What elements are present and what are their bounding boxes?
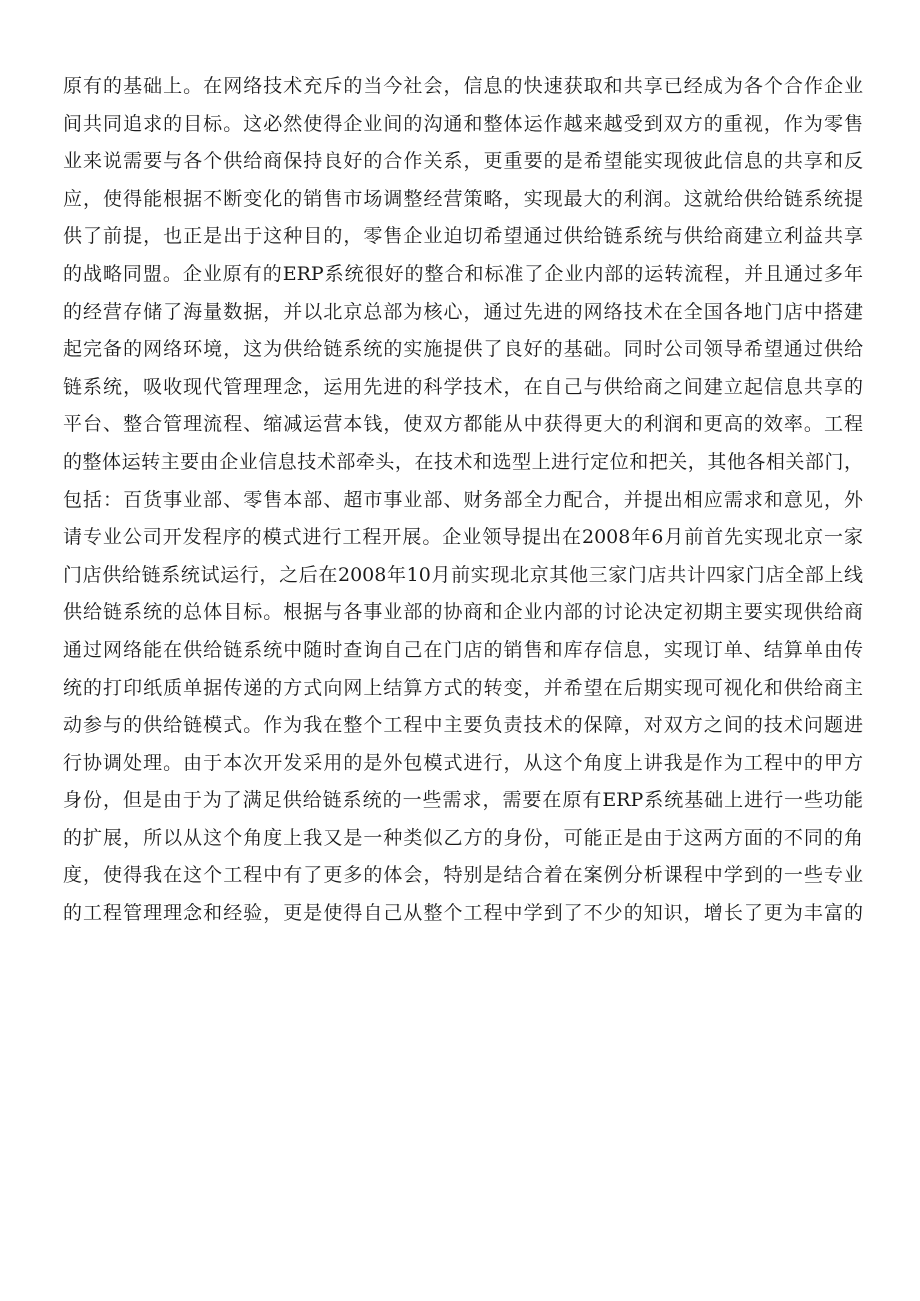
text-line: 应，使得能根据不断变化的销售市场调整经营策略，实现最大的利润。这就给供给链系统提 xyxy=(63,187,863,210)
text-line: 的经营存储了海量数据，并以北京总部为核心，通过先进的网络技术在全国各地门店中搭建 xyxy=(63,300,863,323)
text-line: 通过网络能在供给链系统中随时查询自己在门店的销售和库存信息，实现订单、结算单由传 xyxy=(63,638,863,661)
text-line: 平台、整合管理流程、缩减运营本钱，使双方都能从中获得更大的利润和更高的效率。工程 xyxy=(63,413,863,436)
text-line: 包括：百货事业部、零售本部、超市事业部、财务部全力配合，并提出相应需求和意见，外 xyxy=(63,488,863,511)
text-line: 起完备的网络环境，这为供给链系统的实施提供了良好的基础。同时公司领导希望通过供给 xyxy=(63,338,863,361)
text-line: 间共同追求的目标。这必然使得企业间的沟通和整体运作越来越受到双方的重视，作为零售 xyxy=(63,112,863,135)
text-line: 的扩展，所以从这个角度上我又是一种类似乙方的身份，可能正是由于这两方面的不同的角 xyxy=(63,826,863,849)
text-line: 的整体运转主要由企业信息技术部牵头，在技术和选型上进行定位和把关，其他各相关部门， xyxy=(63,450,863,473)
text-line: 链系统，吸收现代管理理念，运用先进的科学技术，在自己与供给商之间建立起信息共享的 xyxy=(63,375,863,398)
text-line: 的战略同盟。企业原有的ERP系统很好的整合和标准了企业内部的运转流程，并且通过多年 xyxy=(63,262,863,285)
body-text xyxy=(63,68,863,933)
text-line: 请专业公司开发程序的模式进行工程开展。企业领导提出在2008年6月前首先实现北京一家 xyxy=(63,526,863,549)
text-line: 原有的基础上。在网络技术充斥的当今社会，信息的快速获取和共享已经成为各个合作企业 xyxy=(63,75,863,97)
text-line: 动参与的供给链模式。作为我在整个工程中主要负责技术的保障，对双方之间的技术问题进 xyxy=(63,714,863,737)
text-line: 统的打印纸质单据传递的方式向网上结算方式的转变，并希望在后期实现可视化和供给商主 xyxy=(63,676,863,699)
text-line: 供给链系统的总体目标。根据与各事业部的协商和企业内部的讨论决定初期主要实现供给商 xyxy=(63,601,863,624)
text-line: 供了前提，也正是出于这种目的，零售企业迫切希望通过供给链系统与供给商建立利益共享 xyxy=(63,225,863,248)
text-line: 度，使得我在这个工程中有了更多的体会，特别是结合着在案例分析课程中学到的一些专业 xyxy=(63,864,863,887)
text-line: 的工程管理理念和经验，更是使得自己从整个工程中学到了不少的知识，增长了更为丰富的 xyxy=(63,902,863,925)
text-line: 门店供给链系统试运行，之后在2008年10月前实现北京其他三家门店共计四家门店全部上线 xyxy=(63,563,863,586)
text-line: 身份，但是由于为了满足供给链系统的一些需求，需要在原有ERP系统基础上进行一些功能 xyxy=(63,789,863,812)
text-line: 业来说需要与各个供给商保持良好的合作关系，更重要的是希望能实现彼此信息的共享和反 xyxy=(63,150,863,173)
text-line: 行协调处理。由于本次开发采用的是外包模式进行，从这个角度上讲我是作为工程中的甲方 xyxy=(63,751,863,774)
